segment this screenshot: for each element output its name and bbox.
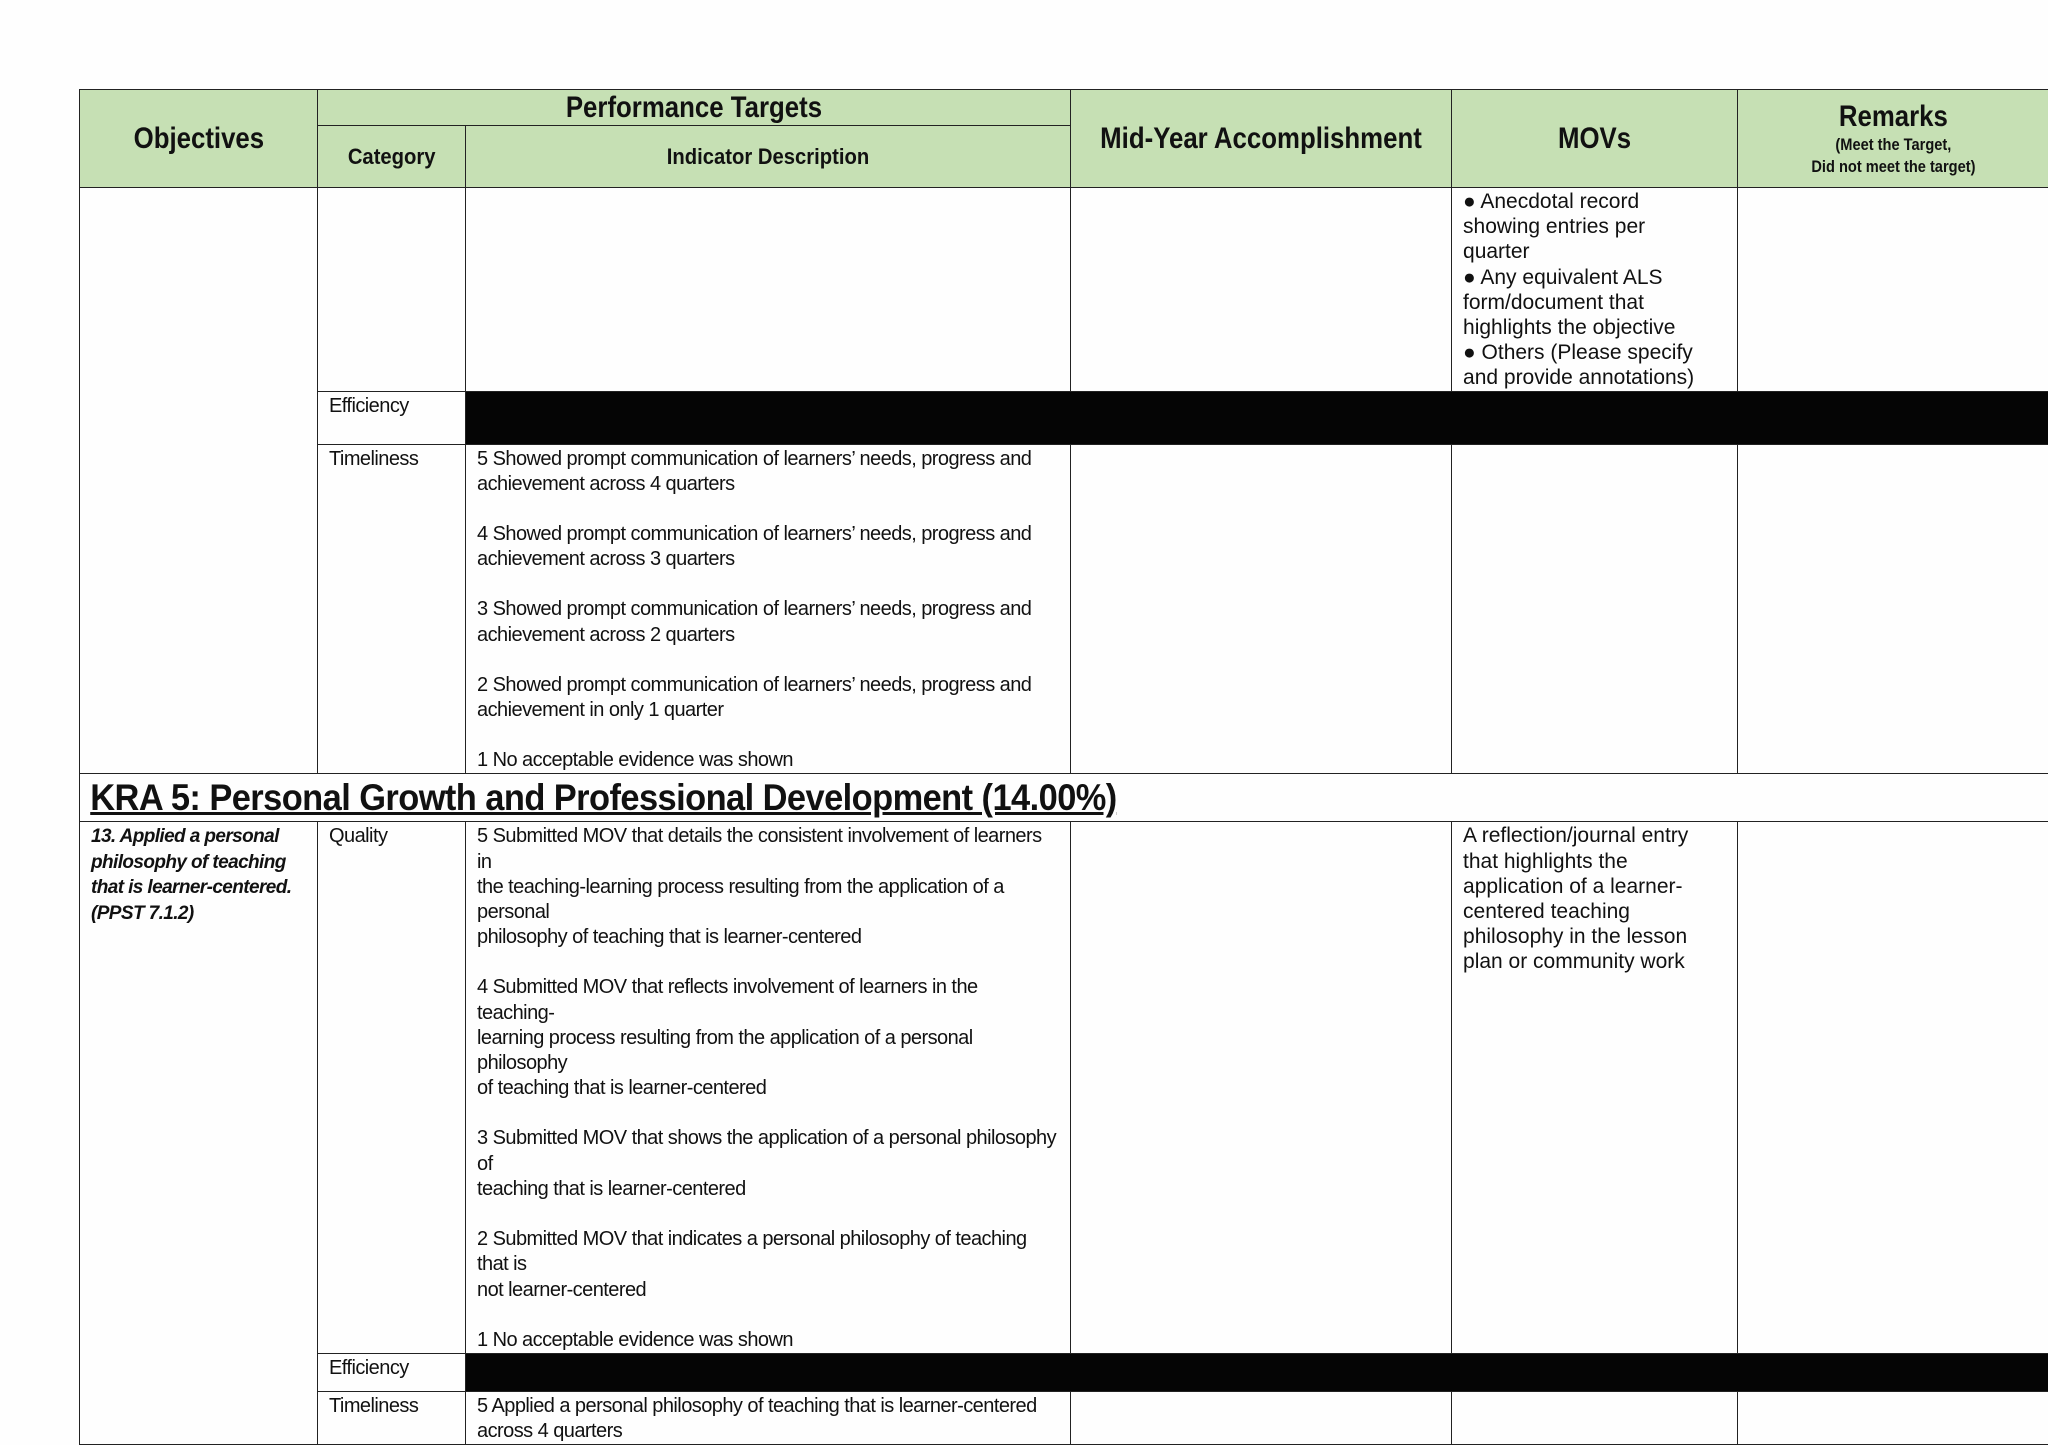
timeliness-13-movs bbox=[1452, 1391, 1738, 1444]
indicator-line: 4 Showed prompt communication of learners’ needs, progress and bbox=[477, 522, 1059, 547]
mov-line: ● Others (Please specify bbox=[1463, 340, 1726, 365]
indicator-line: 2 Submitted MOV that indicates a personal philosophy of teaching that is bbox=[477, 1227, 1059, 1277]
indicator-line: 4 Submitted MOV that reflects involvement of learners in the teaching- bbox=[477, 975, 1059, 1025]
header-objectives: Objectives bbox=[80, 90, 318, 188]
quality-remarks bbox=[1738, 822, 2048, 1353]
timeliness-13-indicators bbox=[466, 1391, 1071, 1444]
header-performance-targets: Performance Targets bbox=[318, 90, 1071, 126]
indicator-line: achievement across 2 quarters bbox=[477, 623, 1059, 648]
indicator-line: 3 Showed prompt communication of learners’ needs, progress and bbox=[477, 597, 1059, 622]
mov-line: showing entries per bbox=[1463, 214, 1726, 239]
header-mid-year: Mid-Year Accomplishment bbox=[1071, 90, 1452, 188]
quality-category: Quality bbox=[318, 822, 466, 1353]
indicator-line: 5 Applied a personal philosophy of teaching that is learner-centered bbox=[477, 1394, 1059, 1419]
indicator-line: 3 Submitted MOV that shows the application of a personal philosophy of bbox=[477, 1126, 1059, 1176]
efficiency-13-blackout bbox=[466, 1353, 2048, 1391]
mov-line: ● Any equivalent ALS bbox=[1463, 265, 1726, 290]
timeliness-13-midyear bbox=[1071, 1391, 1452, 1444]
indicator-line: of teaching that is learner-centered bbox=[477, 1076, 1059, 1101]
quality-midyear bbox=[1071, 822, 1452, 1353]
mov-line: philosophy in the lesson bbox=[1463, 924, 1726, 949]
prev-timeliness-category: Timeliness bbox=[318, 444, 466, 774]
objective-line: that is learner-centered. bbox=[91, 875, 306, 901]
objective-line: philosophy of teaching bbox=[91, 850, 306, 876]
prev-timeliness-midyear bbox=[1071, 444, 1452, 774]
ipcrf-sheet bbox=[79, 89, 2048, 1287]
indicator-line: philosophy of teaching that is learner-centered bbox=[477, 925, 1059, 950]
objective-13-cell bbox=[80, 822, 318, 1445]
efficiency-13-category: Efficiency bbox=[318, 1353, 466, 1391]
header-remarks: Remarks (Meet the Target, Did not meet the target) bbox=[1738, 90, 2048, 188]
prev-indicator-cell bbox=[466, 188, 1071, 392]
indicator-line: achievement in only 1 quarter bbox=[477, 698, 1059, 723]
prev-timeliness-movs bbox=[1452, 444, 1738, 774]
prev-efficiency-category: Efficiency bbox=[318, 391, 466, 444]
mov-line: A reflection/journal entry bbox=[1463, 823, 1726, 848]
indicator-line: the teaching-learning process resulting from the application of a personal bbox=[477, 875, 1059, 925]
kra5-heading: KRA 5: Personal Growth and Professional Development (14.00%) bbox=[80, 774, 1910, 819]
prev-midyear-cell bbox=[1071, 188, 1452, 392]
prev-timeliness-remarks bbox=[1738, 444, 2048, 774]
prev-remarks-cell bbox=[1738, 188, 2048, 392]
timeliness-13-remarks bbox=[1738, 1391, 2048, 1444]
indicator-line: 5 Submitted MOV that details the consistent involvement of learners in bbox=[477, 824, 1059, 874]
header-movs: MOVs bbox=[1452, 90, 1738, 188]
indicator-line: achievement across 4 quarters bbox=[477, 472, 1059, 497]
objective-line: 13. Applied a personal bbox=[91, 824, 306, 850]
prev-category-cell bbox=[318, 188, 466, 392]
mov-line: that highlights the bbox=[1463, 849, 1726, 874]
mov-line: ● Anecdotal record bbox=[1463, 189, 1726, 214]
movs-13-list bbox=[1452, 822, 1737, 974]
header-category: Category bbox=[318, 126, 466, 188]
indicator-line: 1 No acceptable evidence was shown bbox=[477, 1328, 1059, 1353]
indicator-line: 1 No acceptable evidence was shown bbox=[477, 748, 1059, 773]
mov-line: quarter bbox=[1463, 239, 1726, 264]
indicator-line: learning process resulting from the application of a personal philosophy bbox=[477, 1026, 1059, 1076]
mov-line: highlights the objective bbox=[1463, 315, 1726, 340]
mov-line: centered teaching bbox=[1463, 899, 1726, 924]
mov-line: application of a learner- bbox=[1463, 874, 1726, 899]
mov-line: and provide annotations) bbox=[1463, 365, 1726, 390]
indicator-line: 2 Showed prompt communication of learners’ needs, progress and bbox=[477, 673, 1059, 698]
prev-movs-list bbox=[1452, 188, 1737, 391]
indicator-line: not learner-centered bbox=[477, 1278, 1059, 1303]
objective-line: (PPST 7.1.2) bbox=[91, 901, 306, 927]
timeliness-13-category: Timeliness bbox=[318, 1391, 466, 1444]
quality-indicators bbox=[466, 822, 1071, 1353]
indicator-line: 5 Showed prompt communication of learners’ needs, progress and bbox=[477, 447, 1059, 472]
objective-13-text bbox=[80, 822, 317, 926]
prev-objective-cell bbox=[80, 188, 318, 774]
prev-movs-cell bbox=[1452, 188, 1738, 392]
prev-efficiency-blackout bbox=[466, 391, 2048, 444]
prev-timeliness-indicators bbox=[466, 444, 1071, 774]
mov-line: plan or community work bbox=[1463, 949, 1726, 974]
indicator-line: teaching that is learner-centered bbox=[477, 1177, 1059, 1202]
indicator-line: achievement across 3 quarters bbox=[477, 547, 1059, 572]
performance-table bbox=[79, 89, 2048, 1445]
kra5-heading-cell bbox=[80, 774, 2048, 822]
indicator-line: across 4 quarters bbox=[477, 1419, 1059, 1444]
quality-movs bbox=[1452, 822, 1738, 1353]
header-indicator-description: Indicator Description bbox=[466, 126, 1071, 188]
mov-line: form/document that bbox=[1463, 290, 1726, 315]
